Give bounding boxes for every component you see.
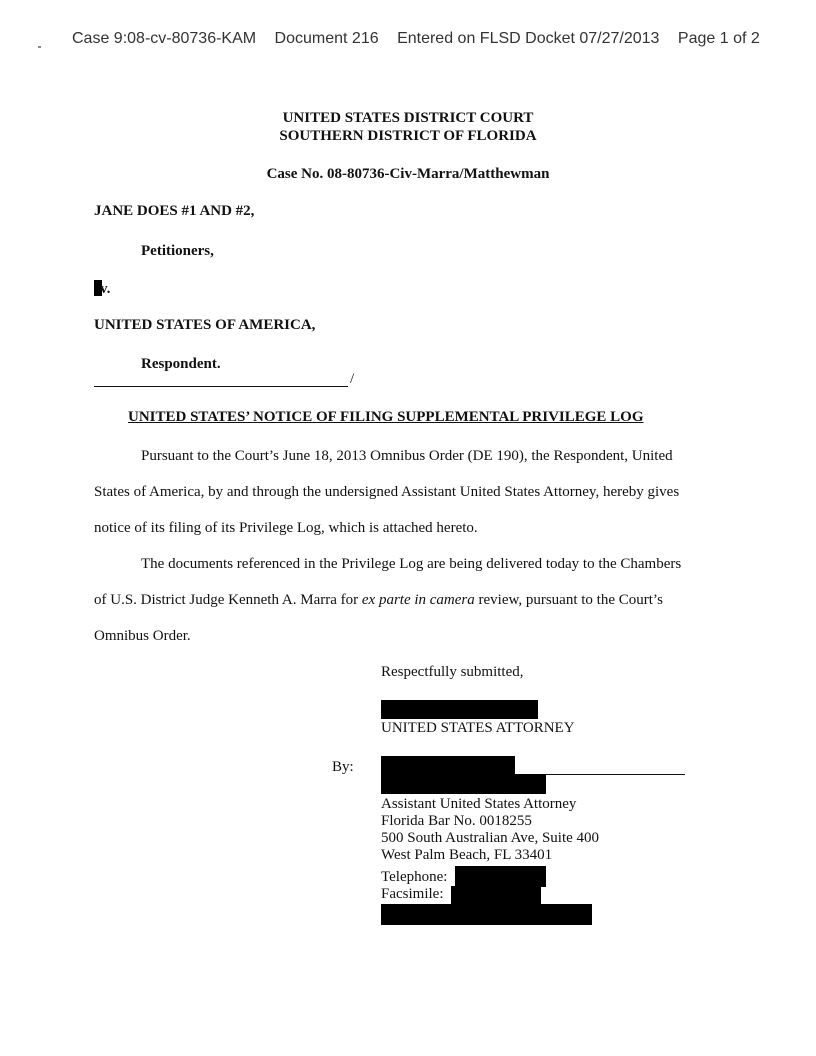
- paragraph-1-line-3: notice of its filing of its Privilege Log, which is attached hereto.: [94, 520, 478, 536]
- scan-mark: [38, 46, 41, 48]
- address-line-1: 500 South Australian Ave, Suite 400: [381, 830, 600, 846]
- redaction-email: [381, 904, 592, 925]
- paragraph-2-line-3: Omnibus Order.: [94, 628, 191, 644]
- court-name-line1: UNITED STATES DISTRICT COURT: [282, 110, 534, 126]
- facsimile-label: Facsimile:: [381, 886, 444, 902]
- caption-slash: /: [350, 371, 355, 387]
- ex-parte-in-camera: ex parte in camera: [361, 592, 475, 608]
- paragraph-1-line-2: States of America, by and through the undersigned Assistant United States Attorney, hereby gives: [94, 484, 680, 500]
- plaintiff-name: JANE DOES #1 AND #2,: [94, 203, 255, 219]
- paragraph-2-line-2-end: review, pursuant to the Court’s: [474, 592, 663, 608]
- telephone-label: Telephone:: [381, 869, 448, 885]
- ausa-title: Assistant United States Attorney: [381, 796, 577, 812]
- by-label: By:: [332, 759, 354, 775]
- paragraph-1-line-1: Pursuant to the Court’s June 18, 2013 Omnibus Order (DE 190), the Respondent, United: [141, 448, 673, 464]
- court-name-line2: SOUTHERN DISTRICT OF FLORIDA: [279, 128, 537, 144]
- entered-date-stamp: Entered on FLSD Docket 07/27/2013: [397, 30, 660, 47]
- bar-number: Florida Bar No. 0018255: [381, 813, 532, 829]
- document-number-stamp: Document 216: [274, 30, 379, 47]
- paragraph-2-line-1: The documents referenced in the Privilege Log are being delivered today to the Chambers: [141, 556, 682, 572]
- address-line-2: West Palm Beach, FL 33401: [381, 847, 553, 863]
- defendant-name: UNITED STATES OF AMERICA,: [94, 317, 316, 333]
- caption-rule: [94, 372, 348, 387]
- closing: Respectfully submitted,: [381, 664, 524, 680]
- redaction-signature: [381, 756, 515, 774]
- case-number: Case No. 08-80736-Civ-Marra/Matthewman: [266, 166, 550, 182]
- page-count-stamp: Page 1 of 2: [677, 30, 760, 47]
- redaction-facsimile: [451, 886, 541, 906]
- defendant-role: Respondent.: [141, 356, 221, 372]
- document-title: UNITED STATES’ NOTICE OF FILING SUPPLEMENTAL PRIVILEGE LOG: [128, 409, 644, 425]
- plaintiff-role: Petitioners,: [141, 243, 214, 259]
- versus: v.: [100, 281, 111, 297]
- office-title: UNITED STATES ATTORNEY: [381, 720, 575, 736]
- redaction-ausa-name: [381, 774, 546, 794]
- paragraph-2-line-2: [94, 582, 663, 618]
- redaction-us-attorney-name: [381, 700, 538, 719]
- case-number-stamp: Case 9:08-cv-80736-KAM: [72, 30, 257, 47]
- docket-header: [72, 30, 774, 48]
- signature-line: [515, 757, 685, 775]
- paragraph-2-line-2-start: of U.S. District Judge Kenneth A. Marra for: [94, 592, 362, 608]
- redaction-telephone: [455, 866, 546, 887]
